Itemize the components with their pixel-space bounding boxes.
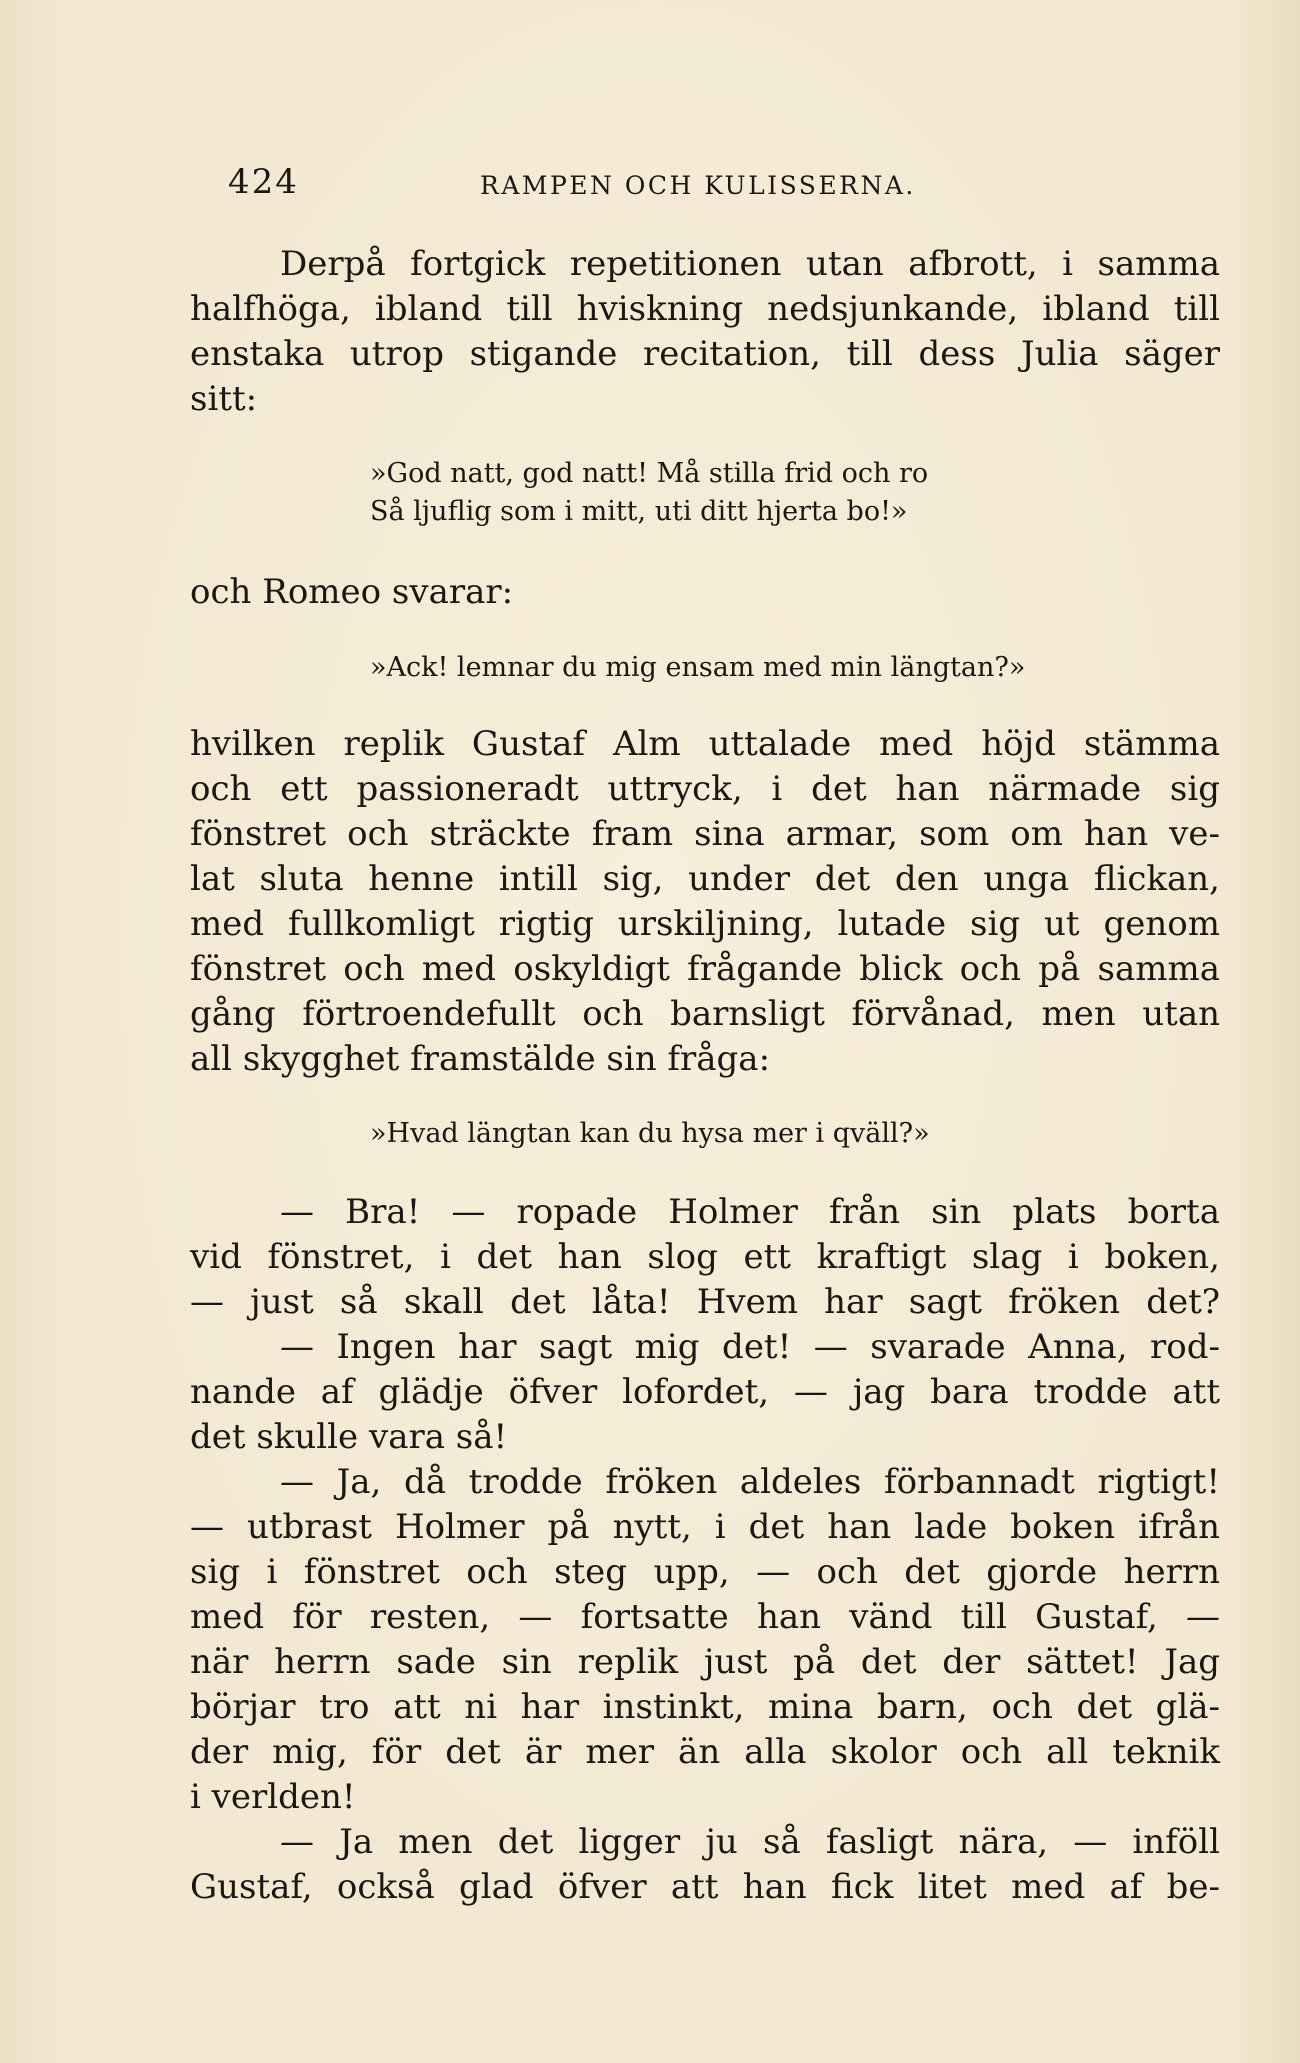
text-line: nande af glädje öfver lofordet, — jag bara trodde att [190, 1372, 1220, 1412]
running-head: RAMPEN OCH KULISSERNA. [480, 171, 916, 200]
text-line: lat sluta henne intill sig, under det den unga flickan, [190, 859, 1220, 899]
text-line: der mig, för det är mer än alla skolor och all teknik [190, 1732, 1220, 1772]
text-line: sitt: [190, 379, 258, 419]
verse-julia [370, 455, 928, 531]
verse-question [370, 1115, 930, 1153]
text-line: i verlden! [190, 1777, 356, 1817]
page-header [228, 162, 948, 206]
paragraph-romeo [190, 570, 1220, 615]
paragraph-5 [190, 1460, 1220, 1820]
text-line: sig i fönstret och steg upp, — och det gjorde herrn [190, 1552, 1220, 1592]
text-line: — Bra! — ropade Holmer från sin plats borta [280, 1192, 1220, 1232]
text-line: gång förtroendefullt och barnsligt förvånad, men utan [190, 994, 1220, 1034]
text-line: — Ja men det ligger ju så fasligt nära, — inföll [280, 1822, 1220, 1862]
verse-line: »Hvad längtan kan du hysa mer i qväll?» [370, 1118, 930, 1149]
text-line: börjar tro att ni har instinkt, mina barn, och det glä- [190, 1687, 1220, 1727]
text-line: och Romeo svarar: [190, 572, 514, 612]
text-line: vid fönstret, i det han slog ett kraftigt slag i boken, [190, 1237, 1220, 1277]
text-line: Gustaf, också glad öfver att han fick litet med af be- [190, 1867, 1220, 1907]
text-line: det skulle vara så! [190, 1417, 508, 1457]
paragraph-1 [190, 242, 1220, 422]
verse-line: Så ljuflig som i mitt, uti ditt hjerta bo!» [370, 496, 908, 527]
text-line: med fullkomligt rigtig urskiljning, lutade sig ut genom [190, 904, 1220, 944]
text-line: med för resten, — fortsatte han vänd till Gustaf, — [190, 1597, 1220, 1637]
text-line: fönstret och med oskyldigt frågande blick och på samma [190, 949, 1220, 989]
verse-line: »Ack! lemnar du mig ensam med min längtan?» [370, 652, 1026, 683]
paragraph-6 [190, 1820, 1220, 1910]
page-number: 424 [228, 162, 299, 202]
text-line: — Ja, då trodde fröken aldeles förbannadt rigtigt! [280, 1462, 1220, 1502]
paragraph-4 [190, 1325, 1220, 1460]
text-line: — Ingen har sagt mig det! — svarade Anna, rod- [280, 1327, 1220, 1367]
text-line: halfhöga, ibland till hviskning nedsjunkande, ibland till [190, 289, 1220, 329]
text-line: enstaka utrop stigande recitation, till dess Julia säger [190, 334, 1220, 374]
text-line: — utbrast Holmer på nytt, i det han lade boken ifrån [190, 1507, 1220, 1547]
text-line: Derpå fortgick repetitionen utan afbrott, i samma [280, 244, 1220, 284]
text-line: fönstret och sträckte fram sina armar, som om han ve- [190, 814, 1220, 854]
text-line: all skygghet framstälde sin fråga: [190, 1039, 771, 1079]
text-line: — just så skall det låta! Hvem har sagt fröken det? [190, 1282, 1220, 1322]
verse-line: »God natt, god natt! Må stilla frid och ro [370, 458, 929, 489]
text-line: när herrn sade sin replik just på det der sättet! Jag [190, 1642, 1220, 1682]
text-line: och ett passioneradt uttryck, i det han närmade sig [190, 769, 1220, 809]
paragraph-3 [190, 1190, 1220, 1325]
paragraph-2 [190, 722, 1220, 1082]
verse-romeo [370, 649, 1025, 687]
text-line: hvilken replik Gustaf Alm uttalade med höjd stämma [190, 724, 1220, 764]
